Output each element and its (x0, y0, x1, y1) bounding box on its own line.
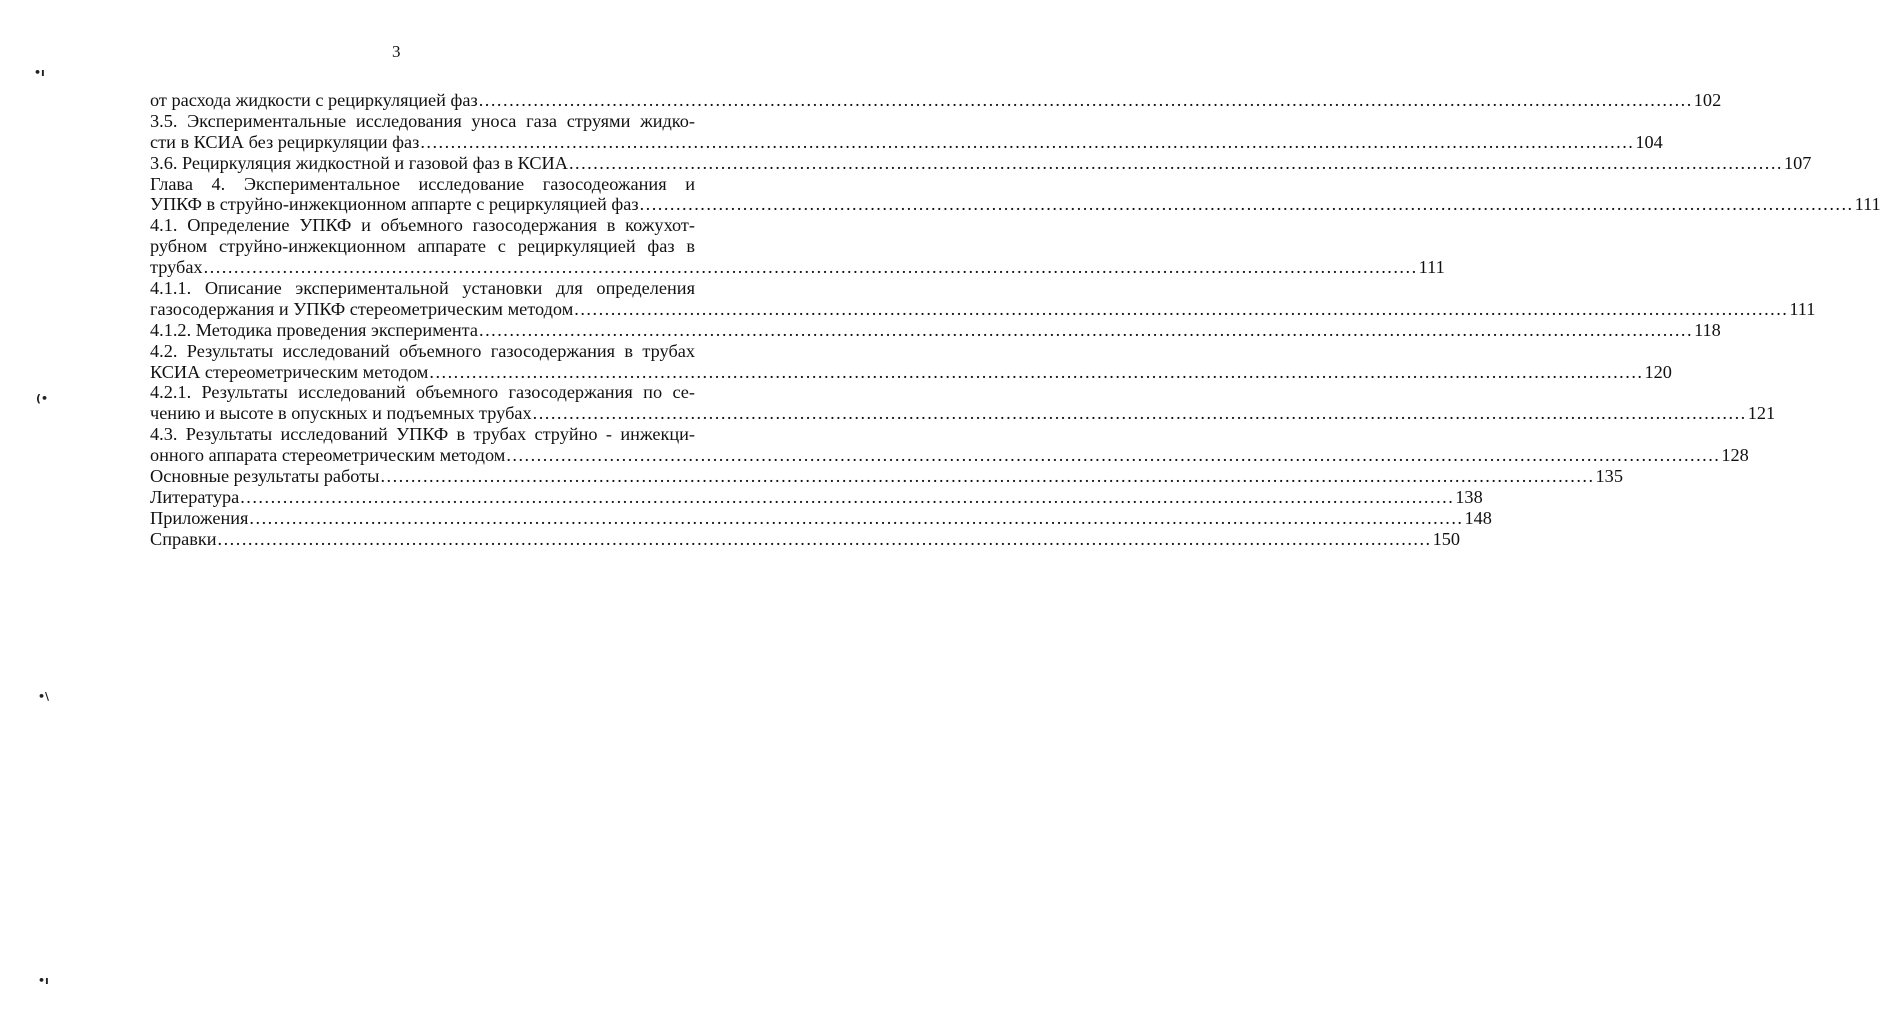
toc-entry-title: сти в КСИА без рециркуляции фаз (150, 131, 420, 152)
toc-entry-title: Литература (150, 486, 240, 507)
toc-entry-title: Основные результаты работы (150, 466, 380, 487)
toc-leader-dots: ........................................................................................................................................................................................................ (203, 257, 1418, 278)
toc-entry-last-line (150, 486, 1483, 508)
toc-entry-last-line (150, 298, 1816, 320)
page-number: 3 (392, 42, 401, 61)
toc-entry-title: 4.1.2. Методика проведения эксперимента (150, 319, 478, 340)
toc-page-number: 138 (1455, 486, 1483, 507)
toc-entry-line: 3.5. Экспериментальные исследования уноса газа струями жидко- (150, 110, 695, 131)
toc-entry-title: трубах (150, 257, 203, 278)
toc-entry-last-line (150, 257, 1445, 278)
toc-leader-dots: ........................................................................................................................................................................................................ (574, 298, 1789, 319)
toc-entry (150, 215, 1445, 278)
toc-entry-last-line (150, 90, 1722, 111)
toc-entry (150, 340, 1672, 383)
toc-leader-dots: ........................................................................................................................................................................................................ (568, 152, 1783, 173)
toc-entry-last-line (150, 361, 1672, 383)
toc-entry-title: КСИА стереометрическим методом (150, 361, 429, 382)
toc-leader-dots: ........................................................................................................................................................................................................ (240, 486, 1455, 507)
toc-page-number: 150 (1432, 528, 1461, 549)
toc-page-number: 111 (1789, 298, 1816, 319)
toc-entry-last-line (150, 194, 1881, 215)
toc-entry-title: УПКФ в струйно-инжекционном аппарте с рециркуляцией фаз (150, 194, 639, 215)
toc-page-number: 128 (1721, 445, 1749, 466)
toc-entry-line: 4.2. Результаты исследований объемного газосодержания в трубах (150, 340, 695, 361)
toc-entry-last-line (150, 319, 1721, 341)
toc-entry-last-line (150, 528, 1461, 550)
toc-page-number: 121 (1747, 403, 1776, 424)
toc-entry-title: газосодержания и УПКФ стереометрическим методом (150, 298, 574, 319)
toc-entry-line: 4.2.1. Результаты исследований объемного газосодержания по се- (150, 382, 695, 403)
toc-leader-dots: ........................................................................................................................................................................................................ (380, 466, 1595, 487)
toc-entry-line: 4.3. Результаты исследований УПКФ в трубах струйно - инжекци- (150, 424, 695, 445)
toc-entry-last-line (150, 152, 1812, 174)
toc-entry (150, 152, 1812, 174)
toc-entry (150, 424, 1749, 466)
toc-entry-last-line (150, 403, 1776, 424)
toc-entry (150, 90, 1722, 111)
toc-entry-title: чению и высоте в опускных и подъемных трубах (150, 403, 532, 424)
toc-entry-line: Глава 4. Экспериментальное исследование газосодеожания и (150, 173, 695, 194)
toc-entry (150, 528, 1461, 550)
toc-entry (150, 110, 1663, 153)
toc-leader-dots: ........................................................................................................................................................................................................ (639, 194, 1854, 215)
toc-leader-dots: ........................................................................................................................................................................................................ (217, 528, 1432, 549)
toc-entry-title: 3.6. Рециркуляция жидкостной и газовой фаз в КСИА (150, 152, 568, 173)
toc-leader-dots: ........................................................................................................................................................................................................ (249, 507, 1464, 528)
toc-leader-dots: ........................................................................................................................................................................................................ (429, 361, 1644, 382)
toc-entry (150, 319, 1721, 341)
toc-leader-dots: ........................................................................................................................................................................................................ (532, 403, 1747, 424)
toc-entry-last-line (150, 445, 1749, 466)
toc-entry-last-line (150, 466, 1623, 487)
toc-entry (150, 466, 1623, 487)
toc-leader-dots: ........................................................................................................................................................................................................ (479, 319, 1694, 340)
toc-leader-dots: ........................................................................................................................................................................................................ (478, 90, 1693, 110)
toc-entry-title: Приложения (150, 507, 249, 528)
toc-page-number: 135 (1595, 466, 1623, 487)
scan-mark-4: •ı (38, 974, 49, 987)
toc-entry (150, 507, 1492, 529)
toc-entry (150, 382, 1776, 424)
toc-entry (150, 278, 1816, 320)
toc-page-number: 104 (1635, 131, 1663, 152)
toc-entry-line: рубном струйно-инжекционном аппарате с рециркуляцией фаз в (150, 236, 695, 257)
toc-page-number: 118 (1694, 319, 1721, 340)
toc-page-number: 111 (1418, 257, 1445, 278)
scan-mark-3: •\ (38, 690, 50, 703)
toc-entry (150, 173, 1881, 216)
toc-entry-line: 4.1.1. Описание экспериментальной установки для определения (150, 278, 695, 299)
toc-entry-title: от расхода жидкости с рециркуляцией фаз (150, 90, 478, 110)
toc-entry-last-line (150, 507, 1492, 529)
toc-entry-last-line (150, 131, 1663, 153)
scan-mark-1: •ı (34, 66, 45, 79)
toc-page-number: 148 (1464, 507, 1492, 528)
toc-entry-title: онного аппарата стереометрическим методом (150, 445, 506, 466)
toc-page-number: 120 (1644, 361, 1672, 382)
toc-entry-line: 4.1. Определение УПКФ и объемного газосодержания в кожухот- (150, 215, 695, 236)
toc-leader-dots: ........................................................................................................................................................................................................ (420, 131, 1635, 152)
toc-entry (150, 486, 1483, 508)
table-of-contents (150, 90, 1881, 550)
toc-entry-title: Справки (150, 528, 217, 549)
toc-page-number: 102 (1693, 90, 1722, 110)
toc-page-number: 107 (1784, 152, 1812, 173)
scan-mark-2: (• (36, 392, 49, 405)
toc-page-number: 111 (1854, 194, 1881, 215)
toc-leader-dots: ........................................................................................................................................................................................................ (506, 445, 1721, 466)
